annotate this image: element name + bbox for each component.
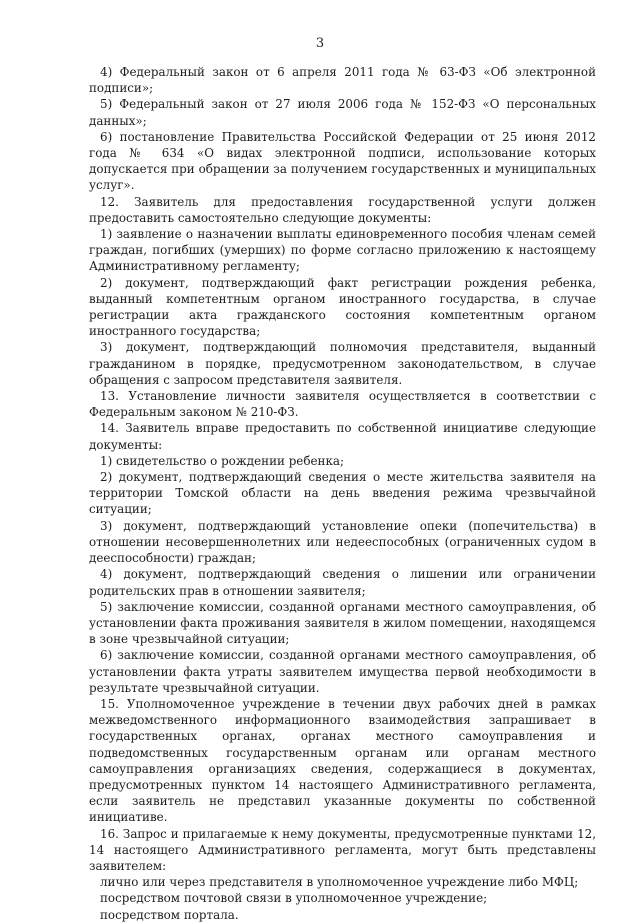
paragraph-law-152fz: 5) Федеральный закон от 27 июля 2006 года № 152-ФЗ «О персональных данных»; [89, 97, 596, 128]
paragraph-item-12-1: 1) заявление о назначении выплаты единовременного пособия членам семей граждан, погибших (умерших) по форме согласно приложению к настоящему Административному регламенту; [89, 227, 596, 274]
page-number: 3 [315, 36, 325, 51]
paragraph-item-14-6: 6) заключение комиссии, созданной органами местного самоуправления, об установлении факта утраты заявителем имущества первой необходимости в результате чрезвычайной ситуации. [89, 648, 596, 695]
paragraph-submission-in-person: лично или через представителя в уполномоченное учреждение либо МФЦ; [100, 875, 579, 890]
paragraph-item-14-4: 4) документ, подтверждающий сведения о лишении или ограничении родительских прав в отношении заявителя; [89, 567, 596, 598]
paragraph-item-14-2: 2) документ, подтверждающий сведения о месте жительства заявителя на территории Томской области на день введения режима чрезвычайной ситуации; [89, 470, 596, 517]
paragraph-resolution-634: 6) постановление Правительства Российской Федерации от 25 июня 2012 года № 634 «О видах электронной подписи, использование которых допускается при обращении за получением государственных и муниципальных услуг». [89, 129, 596, 193]
paragraph-item-15: 15. Уполномоченное учреждение в течении двух рабочих дней в рамках межведомственного информационного взаимодействия запрашивает в государственных органах, органах местного самоуправления и подведомственных государственным органам или органам местного самоуправления организациях сведения, содержащиеся в документах, предусмотренных пунктом 14 настоящего Административного регламента, если заявитель не представил указанные документы по собственной инициативе. [89, 696, 596, 825]
paragraph-item-12-3: 3) документ, подтверждающий полномочия представителя, выданный гражданином в порядке, предусмотренном законодательством, в случае обращения с запросом представителя заявителя. [89, 340, 596, 387]
paragraph-item-12-2: 2) документ, подтверждающий факт регистрации рождения ребенка, выданный компетентным органом иностранного государства, в случае регистрации акта гражданского состояния компетентным органом иностранного государства; [89, 275, 596, 339]
paragraph-submission-via-portal: посредством портала. [100, 907, 239, 922]
document-body [89, 64, 596, 923]
paragraph-law-63fz: 4) Федеральный закон от 6 апреля 2011 года № 63-ФЗ «Об электронной подписи»; [89, 65, 596, 96]
paragraph-item-14-5: 5) заключение комиссии, созданной органами местного самоуправления, об установлении факта проживания заявителя в жилом помещении, находящемся в зоне чрезвычайной ситуации; [89, 599, 596, 647]
paragraph-item-14-1: 1) свидетельство о рождении ребенка; [100, 453, 344, 468]
paragraph-item-14: 14. Заявитель вправе предоставить по собственной инициативе следующие документы: [89, 421, 596, 452]
paragraph-item-14-3: 3) документ, подтверждающий установление опеки (попечительства) в отношении несовершеннолетних или недееспособных (ограниченных судом в дееспособности) граждан; [89, 518, 596, 566]
paragraph-item-12: 12. Заявитель для предоставления государственной услуги должен предоставить самостоятельно следующие документы: [89, 194, 596, 225]
paragraph-item-13: 13. Установление личности заявителя осуществляется в соответствии с Федеральным законом № 210-ФЗ. [89, 389, 596, 420]
paragraph-item-16: 16. Запрос и прилагаемые к нему документы, предусмотренные пунктами 12, 14 настоящего Административного регламента, могут быть представлены заявителем: [89, 826, 596, 873]
paragraph-submission-by-mail: посредством почтовой связи в уполномоченное учреждение; [100, 891, 488, 906]
